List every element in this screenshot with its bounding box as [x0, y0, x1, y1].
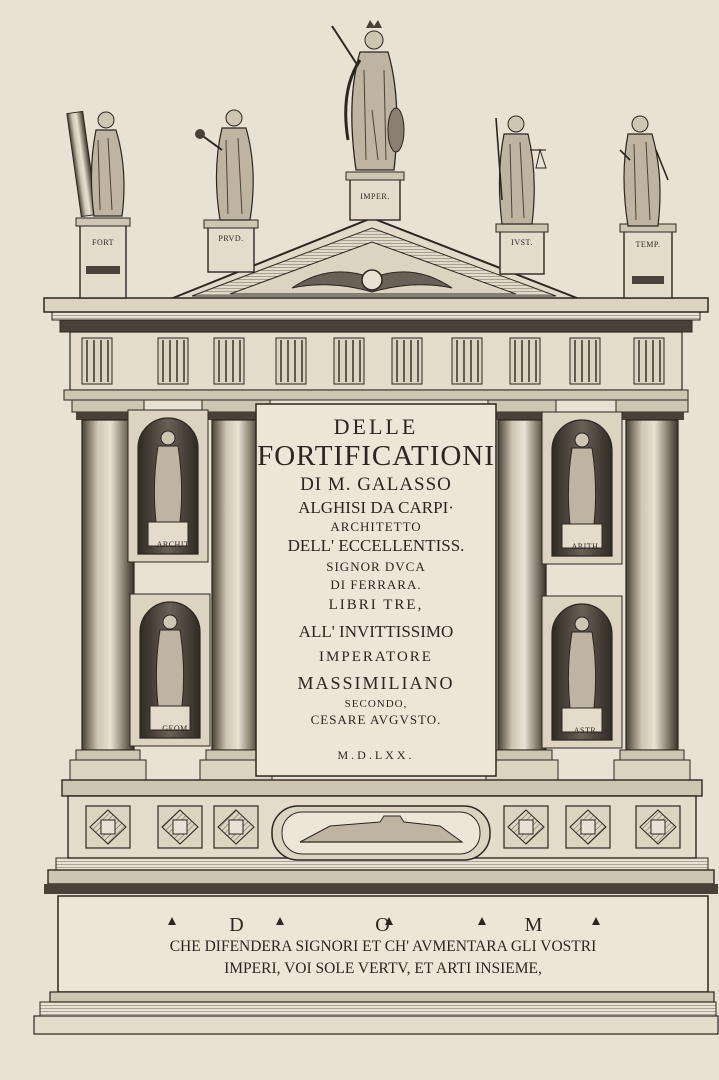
label-fort: FORT [92, 238, 114, 247]
statue-temperance [620, 116, 668, 226]
label-geom: GEOM [162, 724, 188, 733]
label-imper: IMPER. [360, 192, 390, 201]
title-line-alghisi: ALGHISI DA CARPI· [298, 498, 454, 517]
title-line-secondo: SECONDO, [344, 698, 408, 710]
title-line-eccellentiss: DELL' ECCELLENTISS. [287, 536, 465, 555]
triglyph [214, 338, 244, 384]
label-archit: ARCHIT [156, 540, 190, 549]
statue-justice [496, 116, 546, 224]
triglyph [570, 338, 600, 384]
triglyph [158, 338, 188, 384]
diamond-panel [566, 806, 610, 848]
title-line-delle: DELLE [333, 414, 419, 439]
title-line-cesare: CESARE AVGVSTO. [310, 712, 442, 727]
label-iust: IVST. [511, 238, 533, 247]
dom-letter-d: D [229, 914, 245, 936]
triglyph [334, 338, 364, 384]
diamond-panel [504, 806, 548, 848]
dom-letter-m: M [524, 914, 544, 936]
triglyph [452, 338, 482, 384]
column [614, 400, 690, 780]
title-line-imperatore: IMPERATORE [319, 649, 433, 665]
title-line-ferrara: DI FERRARA. [330, 577, 422, 592]
title-date: M.D.LXX. [337, 748, 415, 762]
diamond-panel [158, 806, 202, 848]
motto-line-1: CHE DIFENDERA SIGNORI ET CH' AVMENTARA GLI VOSTRI [169, 938, 597, 955]
title-line-signor: SIGNOR DVCA [326, 559, 426, 574]
diamond-panel [636, 806, 680, 848]
triglyph [276, 338, 306, 384]
dom-letter-o: O [375, 914, 391, 936]
fortress-cartouche [272, 806, 490, 860]
statue-fortitude [67, 111, 124, 216]
diamond-panel [214, 806, 258, 848]
title-line-massimiliano: MASSIMILIANO [297, 673, 455, 693]
motto-line-2: IMPERI, VOI SOLE VERTV, ET ARTI INSIEME, [224, 960, 542, 977]
title-line-author: DI M. GALASSO [300, 474, 452, 495]
title-line-architetto: ARCHITETTO [330, 519, 422, 534]
title-line-libri: LIBRI TRE, [328, 597, 424, 613]
triglyph [82, 338, 112, 384]
label-astr: ASTR [573, 726, 597, 735]
title-line-fortificationi: FORTIFICATIONI [257, 440, 495, 472]
label-arith: ARITH [571, 542, 599, 551]
statue-emperor [332, 20, 404, 170]
triglyph [392, 338, 422, 384]
label-prud: PRVD. [218, 234, 244, 243]
triglyph [510, 338, 540, 384]
diamond-panel [86, 806, 130, 848]
label-temp: TEMP. [635, 240, 661, 249]
entablature [44, 298, 708, 400]
statue-prudence [195, 110, 253, 220]
title-line-invittissimo: ALL' INVITTISSIMO [298, 622, 454, 641]
triglyph [634, 338, 664, 384]
